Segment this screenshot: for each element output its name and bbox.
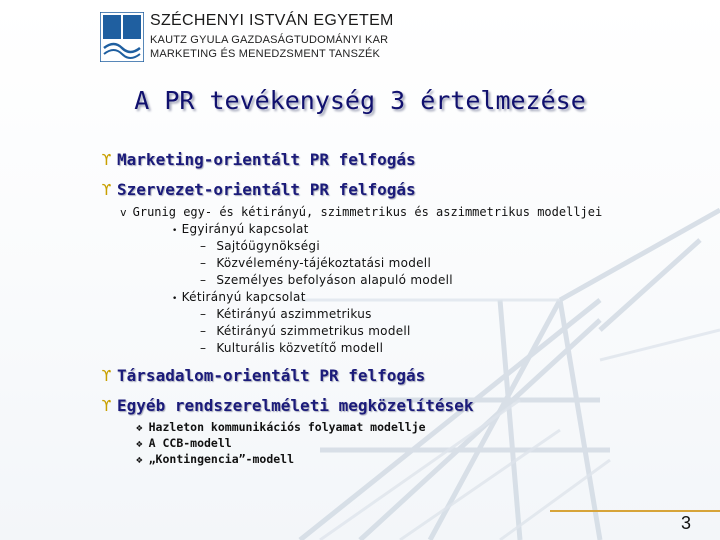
list-item: ϒ Szervezet-orientált PR felfogás <box>102 180 416 199</box>
dash-icon: – <box>200 341 207 355</box>
list-item: v Grunig egy- és kétirányú, szimmetrikus és aszimmetrikus modelljei <box>120 205 603 219</box>
list-item: • Egyirányú kapcsolat <box>172 222 309 236</box>
department-name: MARKETING ÉS MENEDZSMENT TANSZÉK <box>150 48 381 60</box>
list-item: ❖ „Kontingencia”-modell <box>136 452 295 466</box>
list-item: ϒ Egyéb rendszerelméleti megközelítések <box>102 396 474 415</box>
dash-icon: – <box>200 239 207 253</box>
list-item: – Kétirányú szimmetrikus modell <box>200 324 411 338</box>
bullet-icon: ❖ <box>136 421 143 434</box>
bullet-icon: ϒ <box>102 367 112 385</box>
list-item: – Személyes befolyáson alapuló modell <box>200 273 453 287</box>
list-item: ❖ A CCB-modell <box>136 436 232 450</box>
list-item: – Kétirányú aszimmetrikus <box>200 307 372 321</box>
list-item: – Közvélemény-tájékoztatási modell <box>200 256 432 270</box>
list-item: – Kulturális közvetítő modell <box>200 341 384 355</box>
bullet-icon: ϒ <box>102 181 112 199</box>
list-item: ϒ Társadalom-orientált PR felfogás <box>102 366 426 385</box>
bullet-icon: ❖ <box>136 437 143 450</box>
slide-title: A PR tevékenység 3 értelmezése <box>134 86 586 115</box>
bullet-icon: • <box>172 294 178 304</box>
bullet-icon: ϒ <box>102 151 112 169</box>
dash-icon: – <box>200 273 207 287</box>
list-item: ϒ Marketing-orientált PR felfogás <box>102 150 416 169</box>
dash-icon: – <box>200 324 207 338</box>
bullet-icon: v <box>120 206 127 219</box>
dash-icon: – <box>200 256 207 270</box>
university-name: SZÉCHENYI ISTVÁN EGYETEM <box>150 12 394 29</box>
list-item: ❖ Hazleton kommunikációs folyamat modellje <box>136 420 426 434</box>
faculty-name: KAUTZ GYULA GAZDASÁGTUDOMÁNYI KAR <box>150 34 389 46</box>
dash-icon: – <box>200 307 207 321</box>
page-number: 3 <box>681 513 692 533</box>
list-item: • Kétirányú kapcsolat <box>172 290 306 304</box>
list-item: – Sajtóügynökségi <box>200 239 320 253</box>
bullet-icon: • <box>172 226 178 236</box>
university-logo <box>100 12 144 62</box>
footer-divider <box>550 510 720 512</box>
bullet-icon: ❖ <box>136 453 143 466</box>
bullet-icon: ϒ <box>102 397 112 415</box>
